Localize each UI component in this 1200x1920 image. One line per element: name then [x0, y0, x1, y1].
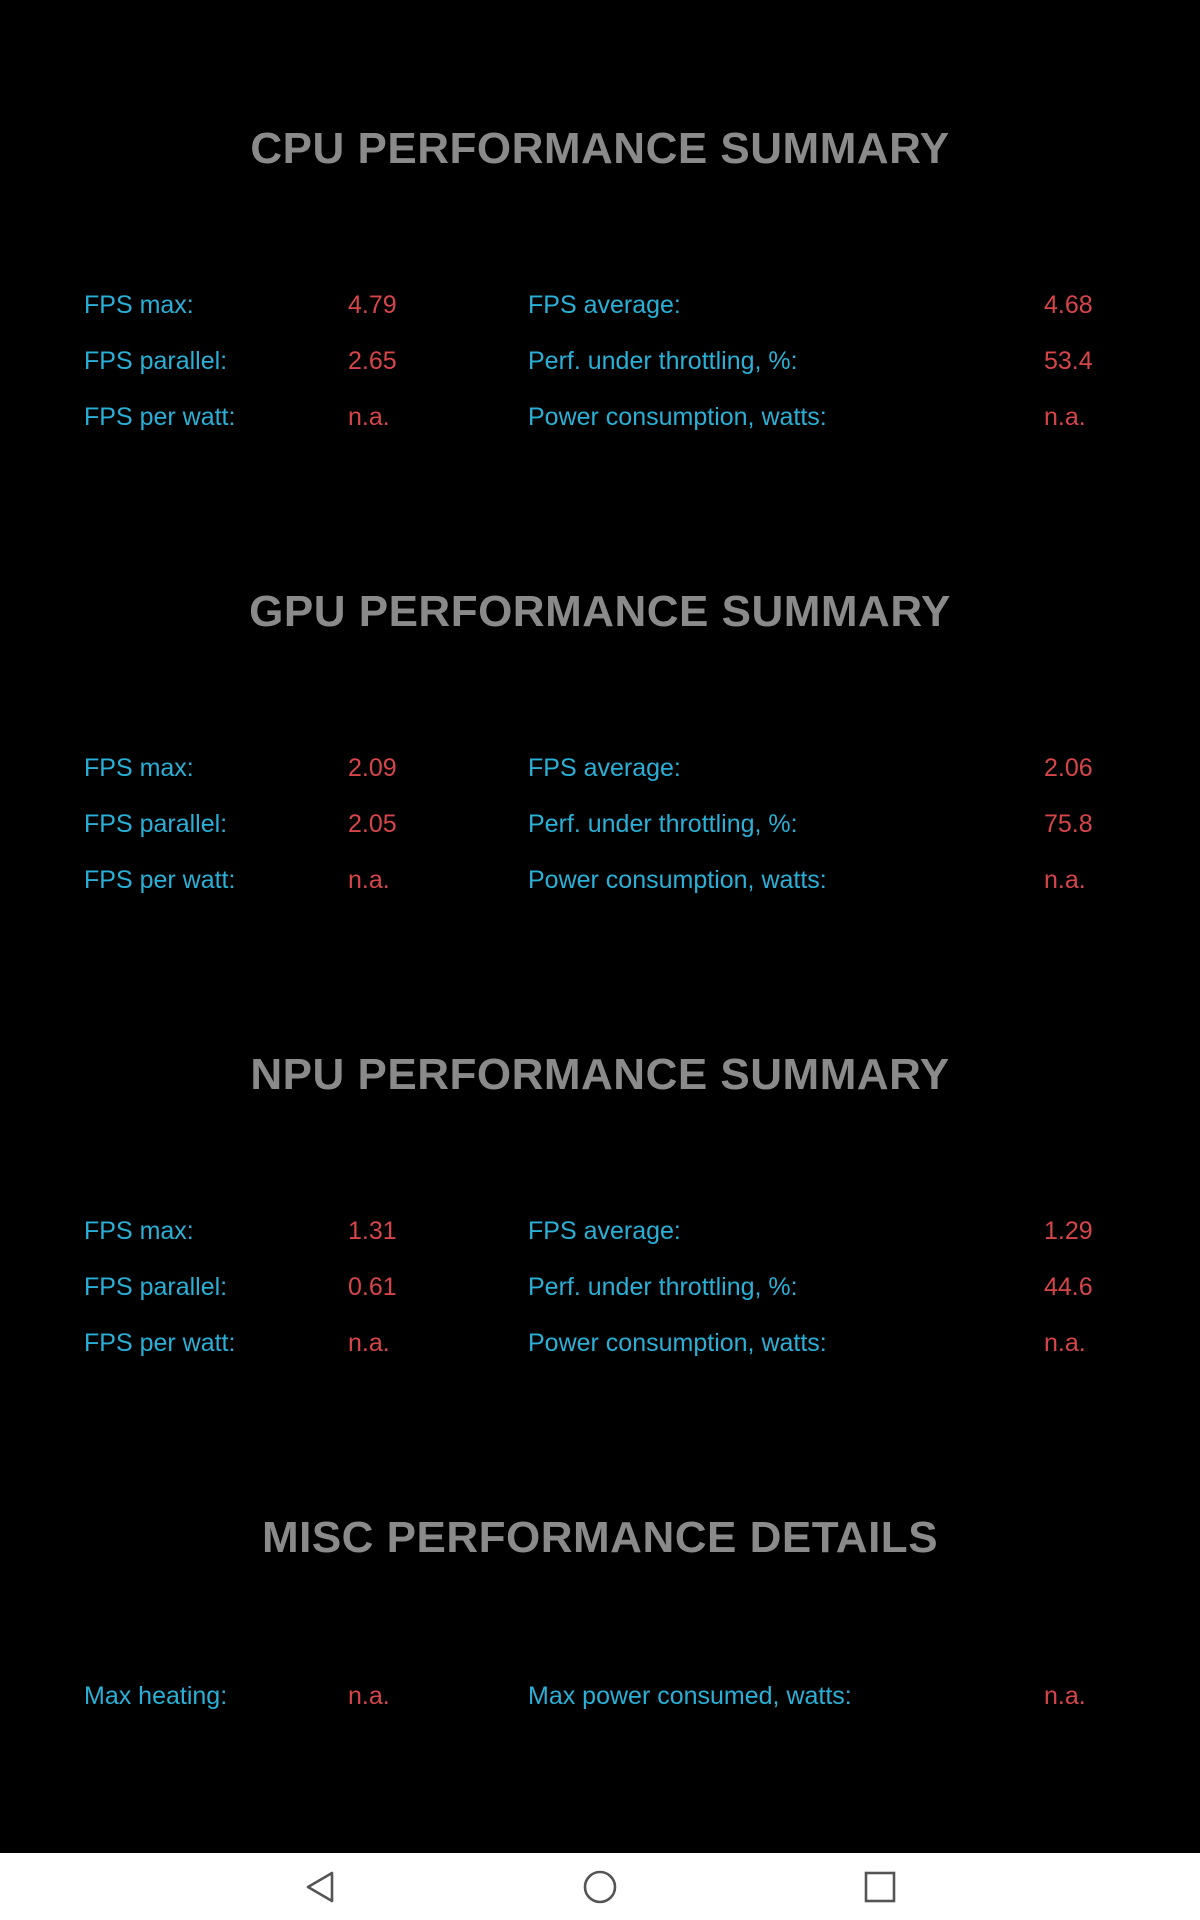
metric-value: 2.09 — [348, 754, 397, 782]
metric-value: 2.05 — [348, 810, 397, 838]
section-title: MISC PERFORMANCE DETAILS — [261, 1513, 939, 1562]
table-row — [0, 1267, 1200, 1307]
metric-value: 53.4 — [1044, 347, 1093, 375]
metric-value: 44.6 — [1044, 1273, 1093, 1301]
metric-value: 1.29 — [1044, 1217, 1093, 1245]
metric-label: FPS average: — [528, 1217, 681, 1245]
metric-label: FPS per watt: — [84, 1329, 236, 1357]
metric-value: 1.31 — [348, 1217, 397, 1245]
metric-label: FPS parallel: — [84, 347, 228, 375]
metric-label: Power consumption, watts: — [528, 1329, 827, 1357]
metric-value: n.a. — [348, 866, 390, 894]
metric-value: n.a. — [348, 403, 390, 431]
metric-value: 2.06 — [1044, 754, 1093, 782]
table-row — [0, 1323, 1200, 1363]
metric-value: n.a. — [348, 1329, 390, 1357]
metric-label: FPS max: — [84, 291, 194, 319]
metric-label: FPS parallel: — [84, 1273, 228, 1301]
metric-label: FPS average: — [528, 754, 681, 782]
metric-value: n.a. — [1044, 1682, 1086, 1710]
metric-label: Max heating: — [84, 1682, 228, 1710]
metric-label: FPS parallel: — [84, 810, 228, 838]
metric-value: n.a. — [1044, 866, 1086, 894]
metric-label: Perf. under throttling, %: — [528, 1273, 798, 1301]
metric-value: 4.79 — [348, 291, 397, 319]
metric-label: Power consumption, watts: — [528, 403, 827, 431]
metric-label: Perf. under throttling, %: — [528, 347, 798, 375]
metric-value: 2.65 — [348, 347, 397, 375]
metric-label: FPS average: — [528, 291, 681, 319]
metric-label: FPS max: — [84, 754, 194, 782]
home-icon[interactable] — [580, 1867, 620, 1907]
system-navigation-bar — [0, 1853, 1200, 1920]
table-row — [0, 341, 1200, 381]
metric-value: 75.8 — [1044, 810, 1093, 838]
section-title: GPU PERFORMANCE SUMMARY — [249, 587, 951, 636]
back-icon[interactable] — [301, 1867, 341, 1907]
metric-label: FPS max: — [84, 1217, 194, 1245]
recents-icon[interactable] — [860, 1867, 900, 1907]
table-row — [0, 1211, 1200, 1251]
metric-label: Perf. under throttling, %: — [528, 810, 798, 838]
table-row — [0, 397, 1200, 437]
metric-label: Power consumption, watts: — [528, 866, 827, 894]
metric-value: 0.61 — [348, 1273, 397, 1301]
metric-value: n.a. — [1044, 403, 1086, 431]
metric-label: FPS per watt: — [84, 403, 236, 431]
metric-value: n.a. — [348, 1682, 390, 1710]
metric-label: Max power consumed, watts: — [528, 1682, 852, 1710]
metric-label: FPS per watt: — [84, 866, 236, 894]
metric-value: 4.68 — [1044, 291, 1093, 319]
table-row — [0, 1676, 1200, 1716]
section-title: NPU PERFORMANCE SUMMARY — [250, 1050, 950, 1099]
metric-value: n.a. — [1044, 1329, 1086, 1357]
table-row — [0, 804, 1200, 844]
table-row — [0, 748, 1200, 788]
table-row — [0, 285, 1200, 325]
table-row — [0, 860, 1200, 900]
section-title: CPU PERFORMANCE SUMMARY — [250, 124, 950, 173]
